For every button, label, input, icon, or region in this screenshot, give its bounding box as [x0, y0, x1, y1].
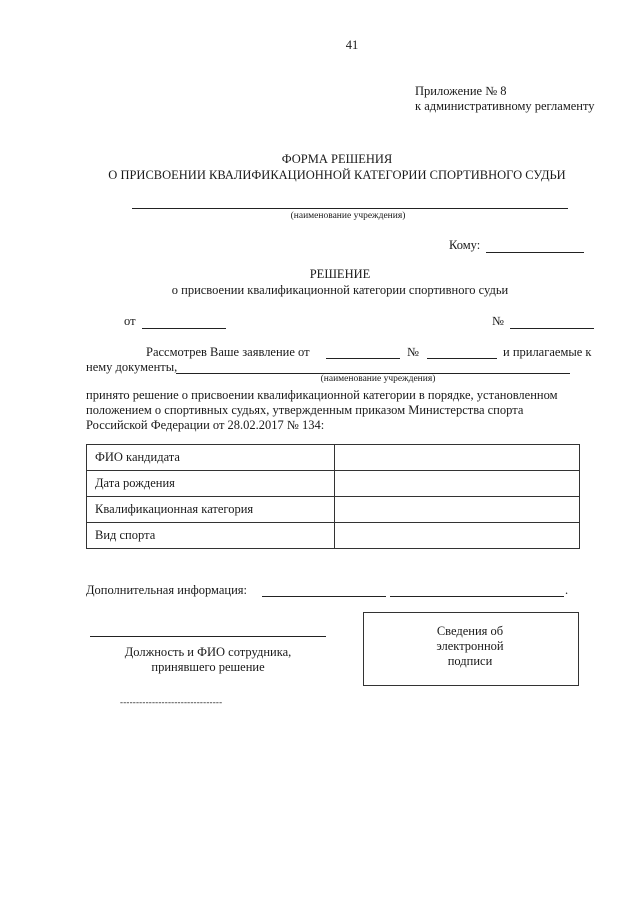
decision-number-blank[interactable] [510, 328, 594, 329]
form-title: ФОРМА РЕШЕНИЯ [281, 152, 393, 166]
additional-info-blank-1[interactable] [262, 596, 386, 597]
body-line4: положением о спортивных судьях, утвержденным приказом Министерства спорта [86, 403, 524, 417]
esign-line3: подписи [447, 654, 493, 668]
row-label: ФИО кандидата [87, 445, 335, 471]
page-number: 41 [345, 38, 359, 52]
institution-blank-line[interactable] [132, 208, 568, 209]
appendix-reference: к административному регламенту [415, 99, 595, 113]
esign-line2: электронной [436, 639, 504, 653]
to-blank-line[interactable] [486, 252, 584, 253]
row-value-fio[interactable] [335, 445, 580, 471]
additional-info-period: . [565, 583, 569, 597]
decision-subheading: о присвоении квалификационной категории спортивного судьи [171, 283, 509, 297]
additional-info-label: Дополнительная информация: [86, 583, 247, 597]
body-line2: нему документы, [86, 360, 178, 374]
signature-dashes: -------------------------------- [120, 697, 223, 707]
application-number-blank[interactable] [427, 358, 497, 359]
row-label: Вид спорта [87, 523, 335, 549]
row-value-birthdate[interactable] [335, 471, 580, 497]
body-line5: Российской Федерации от 28.02.2017 № 134: [86, 418, 325, 432]
appendix-number: Приложение № 8 [415, 84, 507, 98]
row-label: Дата рождения [87, 471, 335, 497]
from-label: от [124, 314, 136, 328]
body-line1-number: № [407, 345, 419, 359]
additional-info-blank-2[interactable] [390, 596, 564, 597]
table-row [87, 497, 580, 523]
signature-caption-line1: Должность и ФИО сотрудника, [124, 645, 292, 659]
number-label: № [492, 314, 504, 328]
decision-date-blank[interactable] [142, 328, 226, 329]
signature-blank-line[interactable] [90, 636, 326, 637]
decision-heading: РЕШЕНИЕ [309, 267, 371, 281]
table-row [87, 523, 580, 549]
application-date-blank[interactable] [326, 358, 400, 359]
row-label: Квалификационная категория [87, 497, 335, 523]
body-institution-caption: (наименование учреждения) [320, 374, 436, 384]
body-line1-start: Рассмотрев Ваше заявление от [146, 345, 310, 359]
row-value-sport[interactable] [335, 523, 580, 549]
signature-caption-line2: принявшего решение [151, 660, 265, 674]
esign-line1: Сведения об [436, 624, 504, 638]
institution-caption: (наименование учреждения) [290, 211, 406, 221]
form-subtitle: О ПРИСВОЕНИИ КВАЛИФИКАЦИОННОЙ КАТЕГОРИИ СПОРТИВНОГО СУДЬИ [108, 168, 566, 182]
table-row [87, 445, 580, 471]
row-value-category[interactable] [335, 497, 580, 523]
body-line3: принято решение о присвоении квалификационной категории в порядке, установленном [86, 388, 558, 402]
body-line1-end: и прилагаемые к [503, 345, 592, 359]
to-label: Кому: [449, 238, 481, 252]
candidate-info-table [86, 444, 580, 549]
table-row [87, 471, 580, 497]
